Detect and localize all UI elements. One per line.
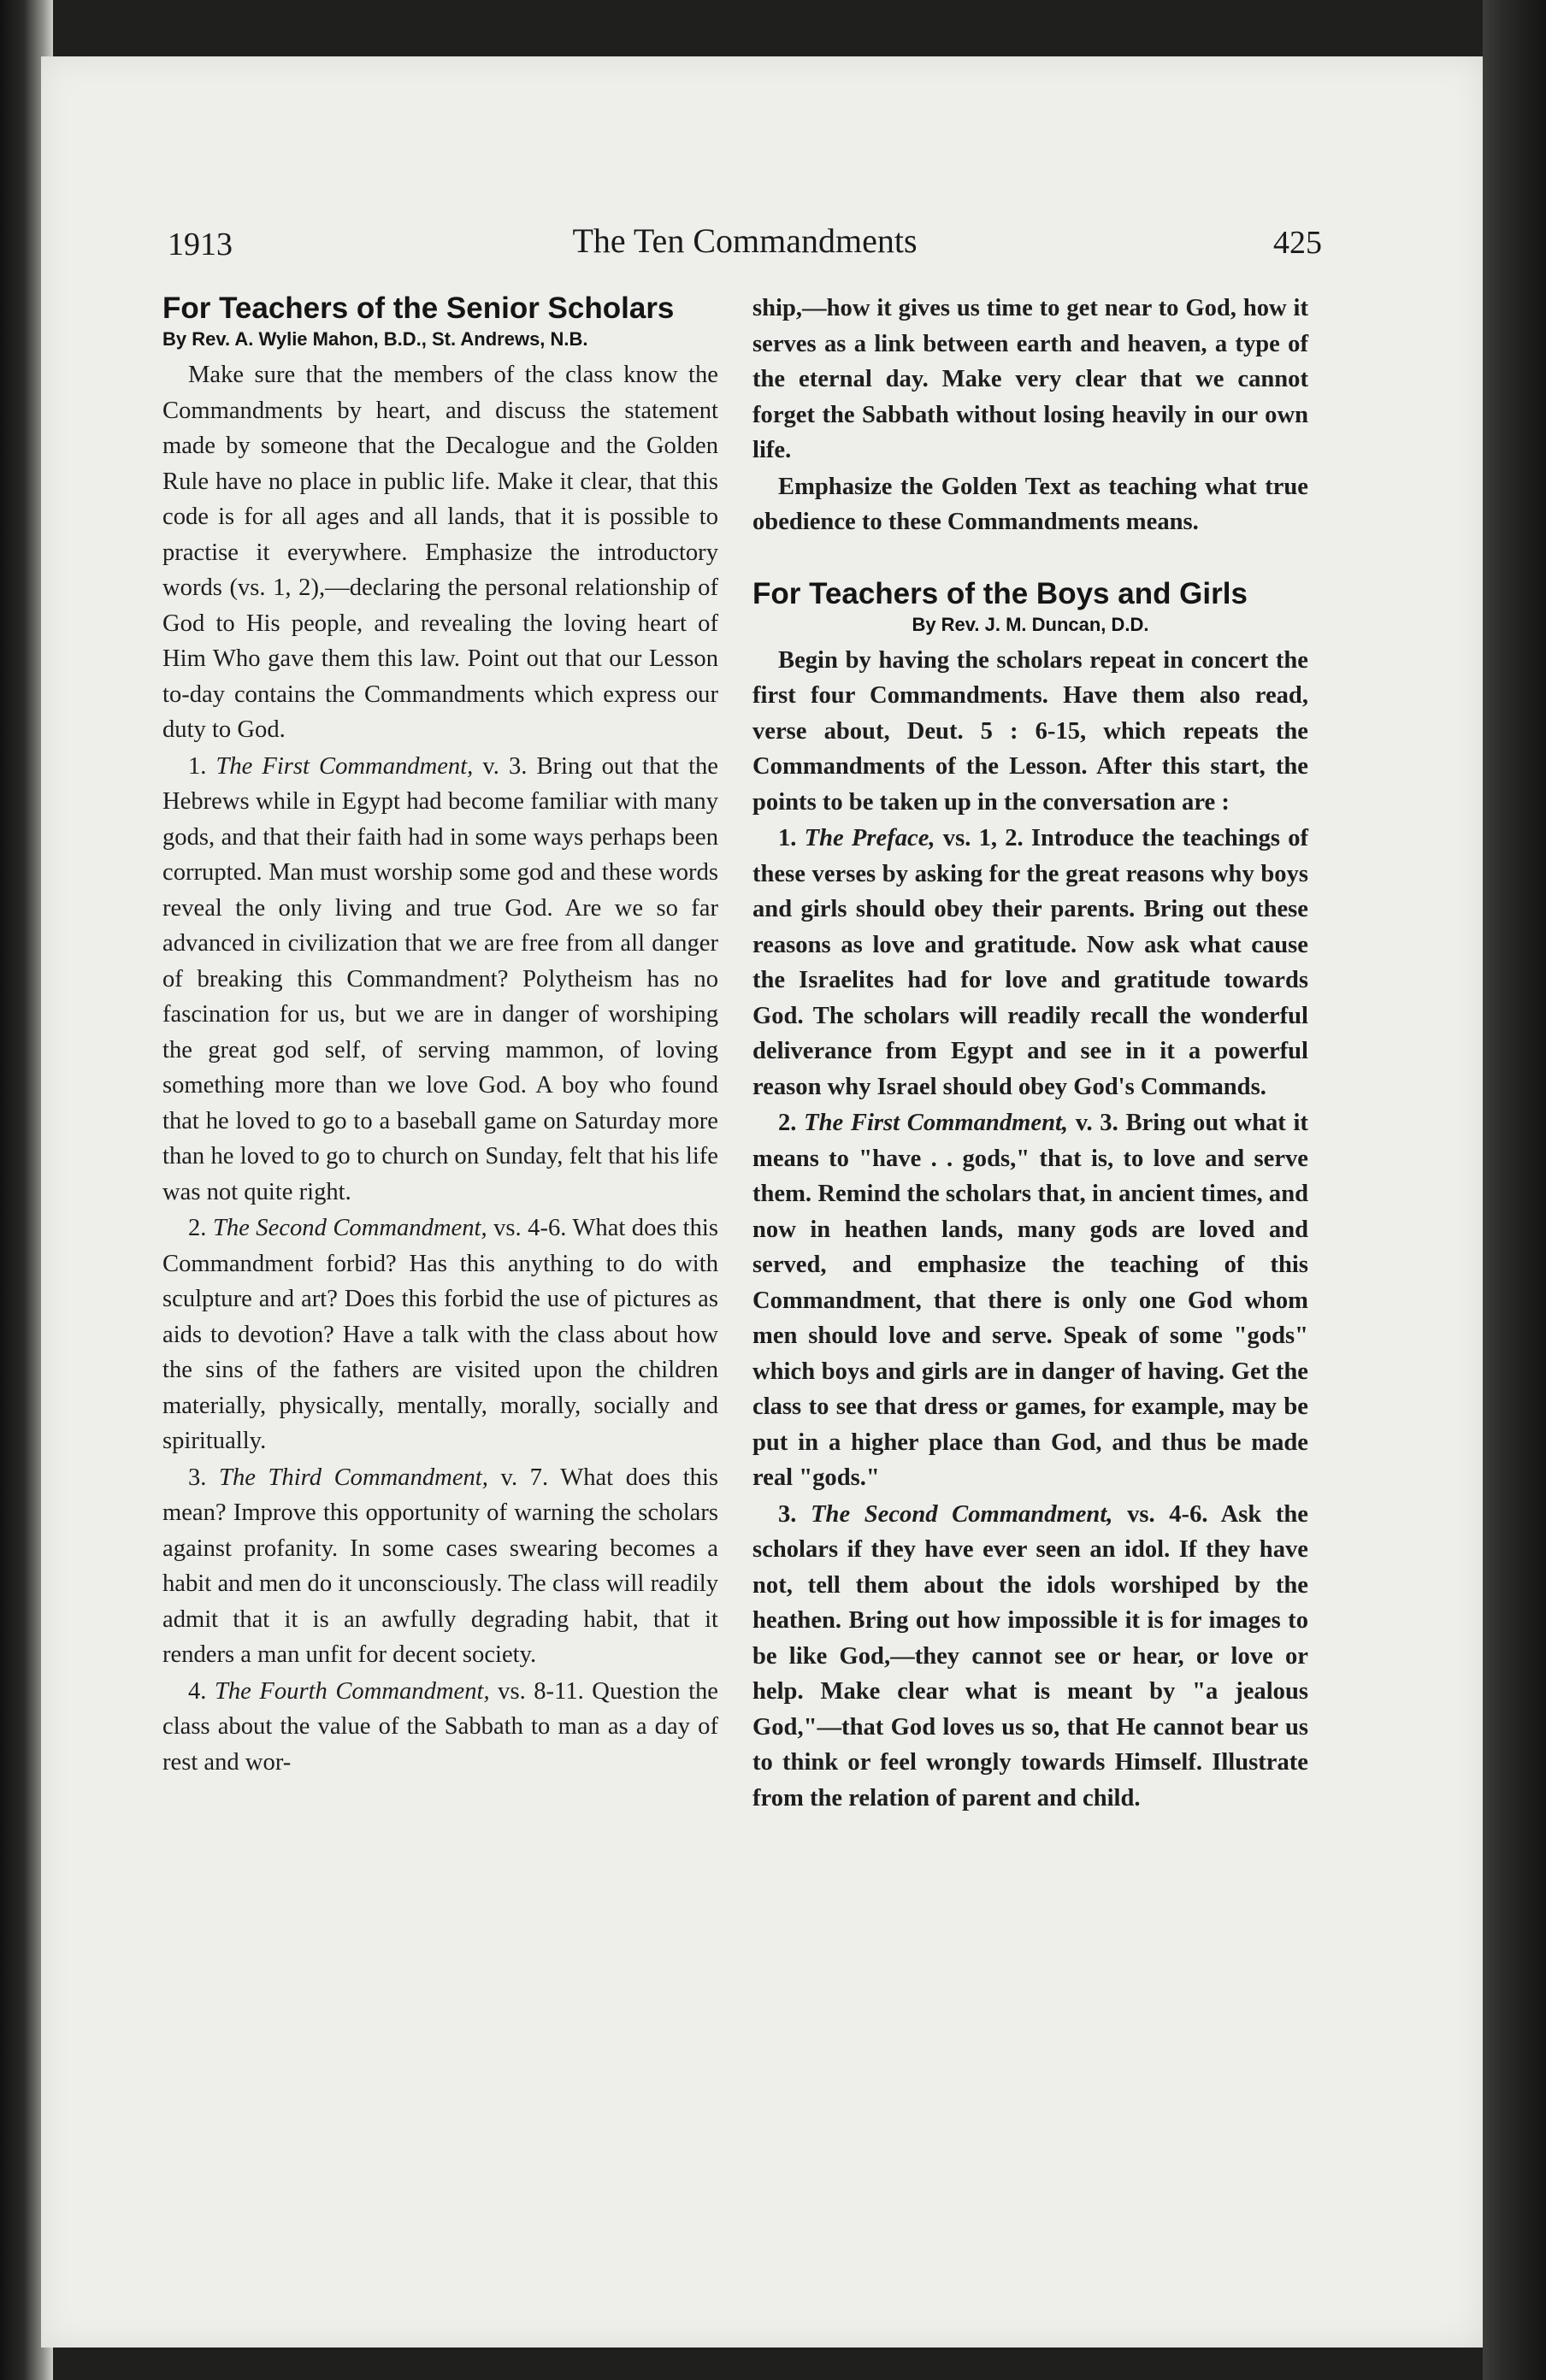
point-reference: v. 7. (500, 1464, 549, 1491)
boys-girls-section-byline: By Rev. J. M. Duncan, D.D. (912, 613, 1149, 635)
point-reference: vs. 4-6. (1127, 1500, 1208, 1528)
boys-girls-section-heading: For Teachers of the Boys and Girls (752, 576, 1248, 610)
point-reference: v. 3. (482, 752, 528, 780)
golden-text-paragraph: Emphasize the Golden Text as teaching what true obedience to these Commandments means. (752, 473, 1308, 535)
point-label: The Preface, (804, 825, 935, 851)
right-column (752, 291, 1308, 1816)
point-label: The Second Commandment, (811, 1500, 1113, 1528)
point-number: 2. (778, 1110, 797, 1136)
boys-girls-point-3 (752, 1497, 1308, 1817)
point-text: Ask the scholars if they have ever seen an idol. If they have not, tell them about the idols worshiped by the heathen. Bring out how impossible it is for images to be like God,—they cannot see or hear, or love or help. Make clear what is meant by "a jealous God,"—that God loves us so, that He cannot bear us to think or feel wrongly towards Himself. Illustrate from the relation of parent and child. (752, 1500, 1308, 1812)
boys-girls-point-2 (752, 1105, 1308, 1496)
point-reference: v. 3. (1075, 1110, 1118, 1136)
point-reference: vs. 8-11. (498, 1677, 584, 1705)
boys-girls-point-1 (752, 821, 1308, 1105)
point-label: The Fourth Commandment, (214, 1677, 490, 1705)
header-title: The Ten Commandments (572, 221, 918, 260)
point-number: 3. (188, 1464, 207, 1491)
point-number: 3. (778, 1500, 797, 1528)
point-number: 1. (778, 825, 797, 851)
page-number: 425 (1273, 225, 1322, 261)
point-text: What does this Commandment forbid? Has this anything to do with sculpture and art? Does this forbid the use of pictures as aids to devotion? Have a talk with the class about how the sins of the fathers are visited upon the children materially, physically, mentally, morally, socially and spiritually. (162, 1215, 718, 1454)
senior-section-byline: By Rev. A. Wylie Mahon, B.D., St. Andrews, N.B. (162, 328, 588, 350)
senior-section-heading: For Teachers of the Senior Scholars (162, 292, 675, 325)
point-number: 4. (188, 1677, 207, 1705)
point-text: Question the class about the value of the Sabbath to man as a day of rest and wor- (162, 1677, 718, 1776)
point-text: Bring out what it means to "have . . gods," that is, to love and serve them. Remind the scholars that, in ancient times, and now in heathen lands, many gods are loved and served, and emphasize the teaching of this Commandment, that there is only one God whom men should love and serve. Speak of some "gods" which boys and girls are in danger of having. Get the class to see that dress or games, for example, may be put in a higher place than God, and thus be made real "gods." (752, 1110, 1308, 1491)
point-reference: vs. 1, 2. (942, 825, 1024, 851)
point-text: What does this mean? Improve this opportunity of warning the scholars against profanity. In some cases swearing becomes a habit and men do it unconsciously. The class will readily admit that it is an awfully degrading habit, that it renders a man unfit for decent society. (162, 1464, 719, 1668)
left-column (162, 291, 718, 1780)
point-reference: vs. 4-6. (493, 1215, 567, 1241)
point-number: 1. (188, 752, 207, 780)
senior-point-4 (162, 1674, 718, 1781)
header-year: 1913 (168, 227, 233, 262)
senior-intro-paragraph: Make sure that the members of the class know the Commandments by heart, and discuss the statement made by someone that the Decalogue and the Golden Rule have no place in public life. Make it clear, that this code is for all ages and all lands, that it is possible to practise it everywhere. Emphasize the introductory words (vs. 1, 2),—declaring the personal relationship of God to His people, and revealing the loving heart of Him Who gave them this law. Point out that our Lesson to-day contains the Commandments which express our duty to God. (162, 362, 718, 743)
running-header (168, 221, 1322, 272)
point-text: Bring out that the Hebrews while in Egypt had become familiar with many gods, and that their faith had in some ways perhaps been corrupted. Man must worship some god and these words reveal the only living and true God. Are we so far advanced in civilization that we are free from all danger of breaking this Commandment? Polytheism has no fascination for us, but we are in danger of worshiping the great god self, of serving mammon, of loving something more than we love God. A boy who found that he loved to go to a baseball game on Saturday more than he loved to go to church on Sunday, felt that his life was not quite right. (162, 752, 718, 1205)
point-text: Introduce the teachings of these verses by asking for the great reasons why boys and girls should obey their parents. Bring out these reasons as love and gratitude. Now ask what cause the Israelites had for love and gratitude towards God. The scholars will readily recall the wonderful deliverance from Egypt and see in it a powerful reason why Israel should obey God's Commands. (752, 825, 1309, 1100)
senior-continuation-paragraph: ship,—how it gives us time to get near to God, how it serves as a link between earth and heaven, a type of the eternal day. Make very clear that we cannot forget the Sabbath without losing heavily in our own life. (752, 295, 1308, 463)
boys-girls-intro-paragraph: Begin by having the scholars repeat in concert the first four Commandments. Have them also read, verse about, Deut. 5 : 6-15, which repeats the Commandments of the Lesson. After this start, the points to be taken up in the conversation are : (752, 646, 1308, 816)
senior-point-2 (162, 1211, 718, 1459)
senior-point-1 (162, 749, 718, 1211)
senior-point-3 (162, 1460, 718, 1673)
section-spacer (752, 540, 1308, 576)
point-number: 2. (188, 1215, 207, 1241)
book-edge (1483, 0, 1546, 2380)
point-label: The First Commandment, (804, 1110, 1069, 1136)
point-label: The Third Commandment, (219, 1464, 488, 1491)
point-label: The First Commandment, (215, 752, 474, 780)
point-label: The Second Commandment, (212, 1215, 487, 1241)
